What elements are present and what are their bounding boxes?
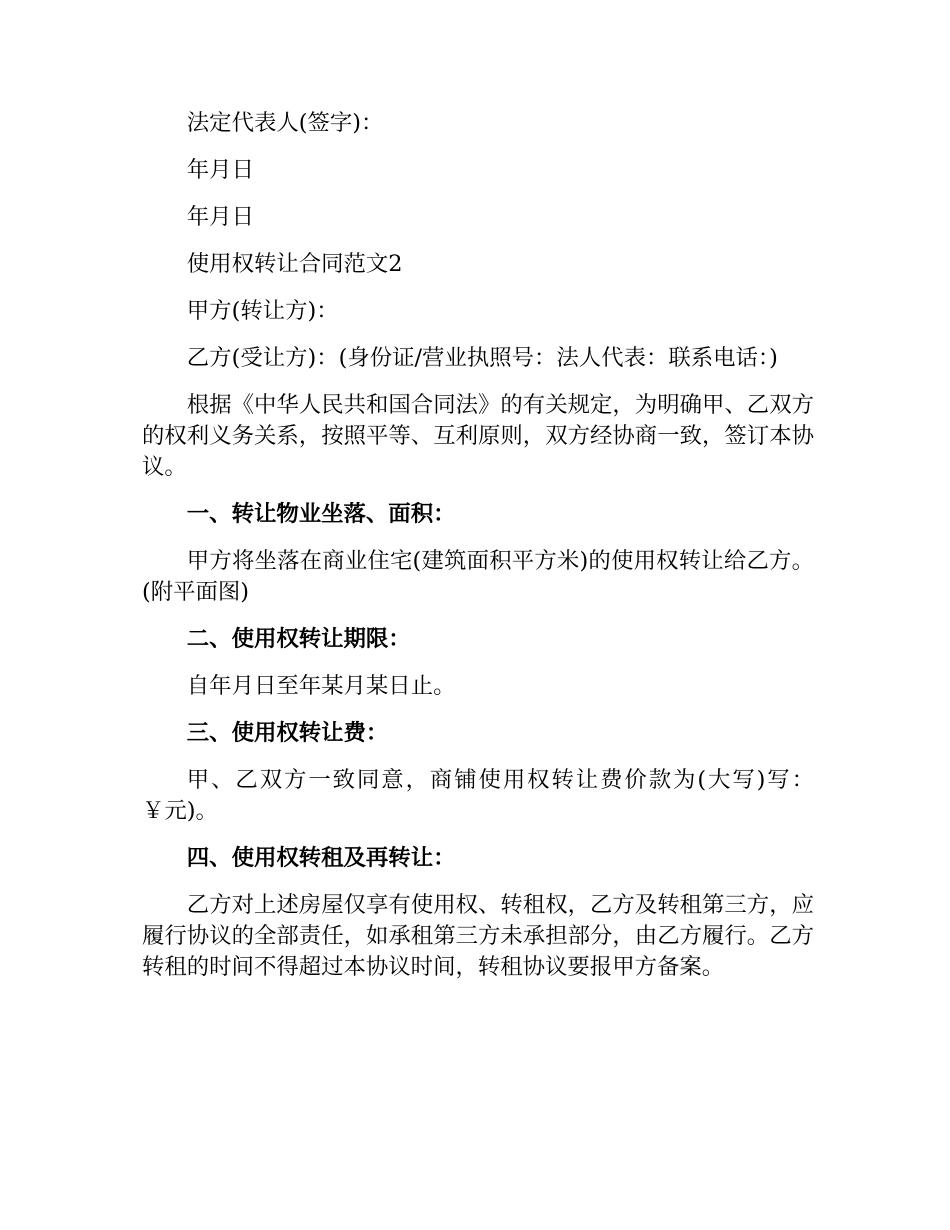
- document-body: [142, 108, 814, 999]
- section-heading: 二、使用权转让期限：: [186, 626, 411, 652]
- date-line: 年月日: [186, 204, 254, 230]
- section-heading: 一、转让物业坐落、面积：: [186, 501, 456, 527]
- date-line: 年月日: [186, 157, 254, 183]
- section-paragraph: 自年月日至年某月某日止。: [186, 673, 456, 699]
- section-heading: 三、使用权转让费：: [186, 720, 389, 746]
- section-paragraph: 甲方将坐落在商业住宅(建筑面积平方米)的使用权转让给乙方。(附平面图): [142, 548, 814, 605]
- signature-line: 法定代表人(签字)：: [186, 110, 384, 136]
- preamble-paragraph: 根据《中华人民共和国合同法》的有关规定，为明确甲、乙双方的权利义务关系，按照平等、互利原则，双方经协商一致，签订本协议。: [142, 392, 814, 480]
- party-b-line: 乙方(受让方)：(身份证/营业执照号：法人代表：联系电话：): [186, 345, 778, 371]
- section-paragraph: 乙方对上述房屋仅享有使用权、转租权，乙方及转租第三方，应履行协议的全部责任，如承租第三方未承担部分，由乙方履行。乙方转租的时间不得超过本协议时间，转租协议要报甲方备案。: [142, 892, 814, 980]
- party-a-line: 甲方(转让方)：: [186, 298, 339, 324]
- section-paragraph: 甲、乙双方一致同意，商铺使用权转让费价款为(大写)写：￥元)。: [142, 767, 814, 824]
- section-heading: 四、使用权转租及再转让：: [186, 845, 456, 871]
- document-title: 使用权转让合同范文2: [186, 251, 403, 277]
